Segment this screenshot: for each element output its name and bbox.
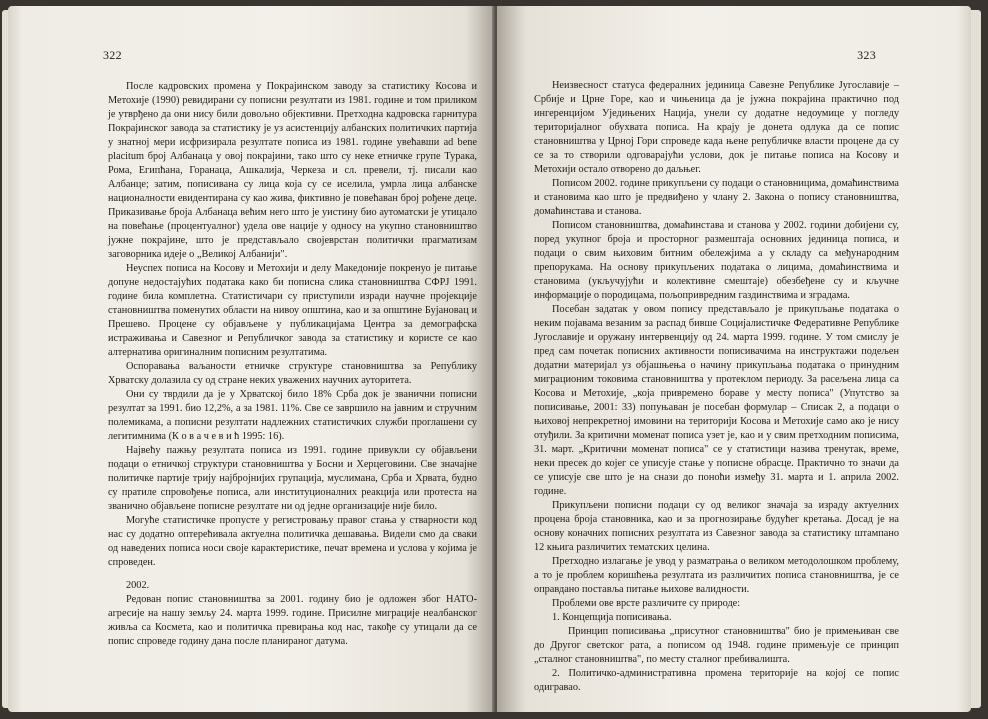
left-page — [8, 6, 495, 712]
list-item: 1. Концепција пописивања. — [552, 612, 672, 623]
right-page-text — [534, 79, 899, 695]
paragraph: Пописом 2002. године прикупљени су подаци о становницима, домаћинствима и становима као што је предвиђено у члану 2. Закона о попису становништва, домаћинстава и станова. — [534, 178, 899, 217]
page-number: 323 — [857, 48, 876, 62]
paragraph: Посебан задатак у овом попису представљало је прикупљање података о неким појавама везаним за распад бивше Социјалистичке Федеративне Републике Југославије и оружану интервенцију од 24. марта 1999. године. У том смислу је пред сам почетак пописних активности пописивачима на инструктажи подељен додатни материјал уз објашњења о начину прикупљања података о принудним миграционим токовима становништва у протеклом периоду. За расељена лица са Косова и Метохије, „која привремено бораве у месту пописа" (Упутство за пописивање, 2001: 33) попуњаван је посебан формулар – Списак 2, а подаци о њиховој непрекретној имовини на територији Косова и Метохије само ако је нису отуђили. За критични моменат пописа узет је, као и у свим претходним пописима, 31. март. „Критични моменат пописа" се у статистици назива тренутак, време, неки пресек до којег се уписује стање у пописне обрасце. Практично то значи да се уписује све што је на снази до поноћи између 31. марта и 1. априла 2002. године. — [534, 304, 899, 497]
paragraph: Прикупљени пописни подаци су од великог значаја за израду актуелних процена броја становника, као и за прогнозирање будућег кретања. Досад је на основу коначних пописних резултата из Савезног завода за статистику штампано 12 књига различитих тематских целина. — [534, 500, 899, 553]
paragraph: Проблеми ове врсте различите су природе: — [552, 598, 741, 609]
paragraph: Неизвесност статуса федералних јединица Савезне Републике Југославије – Србије и Црне Горе, као и чињеница да је јужна покрајина практично под ингеренцијом Уједињених Нација, унели су додатне недоумице у погледу територијалног обухвата пописа. На крају је донета одлука да се попис становништва у Црној Гори спроведе када њене републичке власти процене да су се за то створили одговарајући услови, док је питање пописа на Косову и Метохији остало отворено до даљњег. — [534, 80, 899, 175]
paragraph: Пописом становништва, домаћинстава и станова у 2002. години добијени су, поред укупног броја и просторног размештаја основних јединица пописа, и подаци о свим њиховим битним обележјима а у складу са међународним препорукама. На основу прикупљених података о лицима, домаћинствима и становима (укључујући и колективне смештаје) обезбеђене су и кључне информације о породицама, пољопривредним газдинствима и зградама. — [534, 220, 899, 301]
page-number: 322 — [103, 48, 122, 62]
paragraph: После кадровских промена у Покрајинском заводу за статистику Косова и Метохије (1990) ревидирани су пописни резултати из 1981. године и том приликом је утврђено да они нису били довољно објективни. Претходна кадровска гарнитура Покрајинског завода за статистику је уз асистенцију албанских политичких партија у знатној мери исфризирала резултате пописа из 1981. године увећавши ad bene placitum број Албанаца у овој покрајини, тако што су неке етничке групе Турака, Рома, Египћана, Горанаца, Ашкалија, Черкеза и сл. превели, тј. писали као Албанце; затим, пописивана су лица која су се иселила, умрла лица албанске националности евидентирана су као жива, фиктивно је повећаван број рођене деце. Приказивање броја Албанаца већим него што је уистину био аутоматски је утицало на повећање (процентуалног) удела ове нације у односу на укупно становништво јужне покрајине, што је представљало својеврстан политички прагматизам заговорника идеје о „Великој Албанији". — [108, 81, 477, 260]
section-heading: 2002. — [126, 580, 150, 591]
paragraph: Највећу пажњу резултата пописа из 1991. године привукли су објављени подаци о етничкој структури становништва у Босни и Херцеговини. Све значајне политичке партије трију најбројнијих групација, муслимана, Срба и Хрвата, будно су пратиле спровођење пописа, али институционалних реакција или протеста на званично објављене пописне резултате ни од једне организације није било. — [108, 445, 477, 512]
paragraph: Принцип пописивања „присутног становништва" био је примењиван све до Другог светског рата, а пописом од 1948. године примењује се принцип „сталног становништва", по месту сталног пребивалишта. — [534, 626, 899, 665]
right-page — [497, 6, 971, 712]
left-page-text — [108, 80, 477, 649]
paragraph: Оспоравања ваљаности етничке структуре становништва за Републику Хрватску долазила су од стране неких уважених научних ауторитета. — [108, 361, 477, 386]
list-item: 2. Политичко-административна промена територије на којој се попис одигравао. — [534, 668, 899, 693]
paragraph: Редован попис становништва за 2001. годину био је одложен због НАТО-агресије на нашу земљу 24. марта 1999. године. Присилне миграције неалбанског живља са Космета, као и политичка превирања код нас, такође су утицали да се попис спроведе годину дана после планираног датума. — [108, 594, 477, 647]
right-page-edges — [971, 10, 981, 708]
paragraph: Претходно излагање је увод у разматрања о великом методолошком проблему, а то је проблем коришћења резултата из различитих пописа становништва, је се оправдано поставља питање њихове валидности. — [534, 556, 899, 595]
paragraph: Они су тврдили да је у Хрватској било 18% Срба док је званични пописни резултат за 1991. био 12,2%, а за 1981. 11%. Све се завршило на јавним и стручним полемикама, а пописни резултати надлежних статистичких служби проглашени су легитимнима (К о в а ч е в и ћ 1995: 16). — [108, 389, 477, 442]
paragraph: Могуће статистичке пропусте у регистровању правог стања у стварности код нас су додатно оптерећивала актуелна политичка дешавања. Видели смо да сваки од наведених пописа носи своје карактеристике, печат времена и услова у којима је спроведен. — [108, 515, 477, 568]
paragraph: Неуспех пописа на Косову и Метохији и делу Македоније покренуо је питање допуне недостајућих података како би пописна слика становништва СФРЈ 1991. године била комплетна. Статистичари су приступили изради научне пројекције становништва поменутих области на нивоу општина, као и за општине Бујановац и Прешево. Процене су објављене у публикацијама Центра за демографска истраживања и Савезног и Републичког завода за статистику и користе се као алтернатива оригиналним пописним резултатима. — [108, 263, 477, 358]
